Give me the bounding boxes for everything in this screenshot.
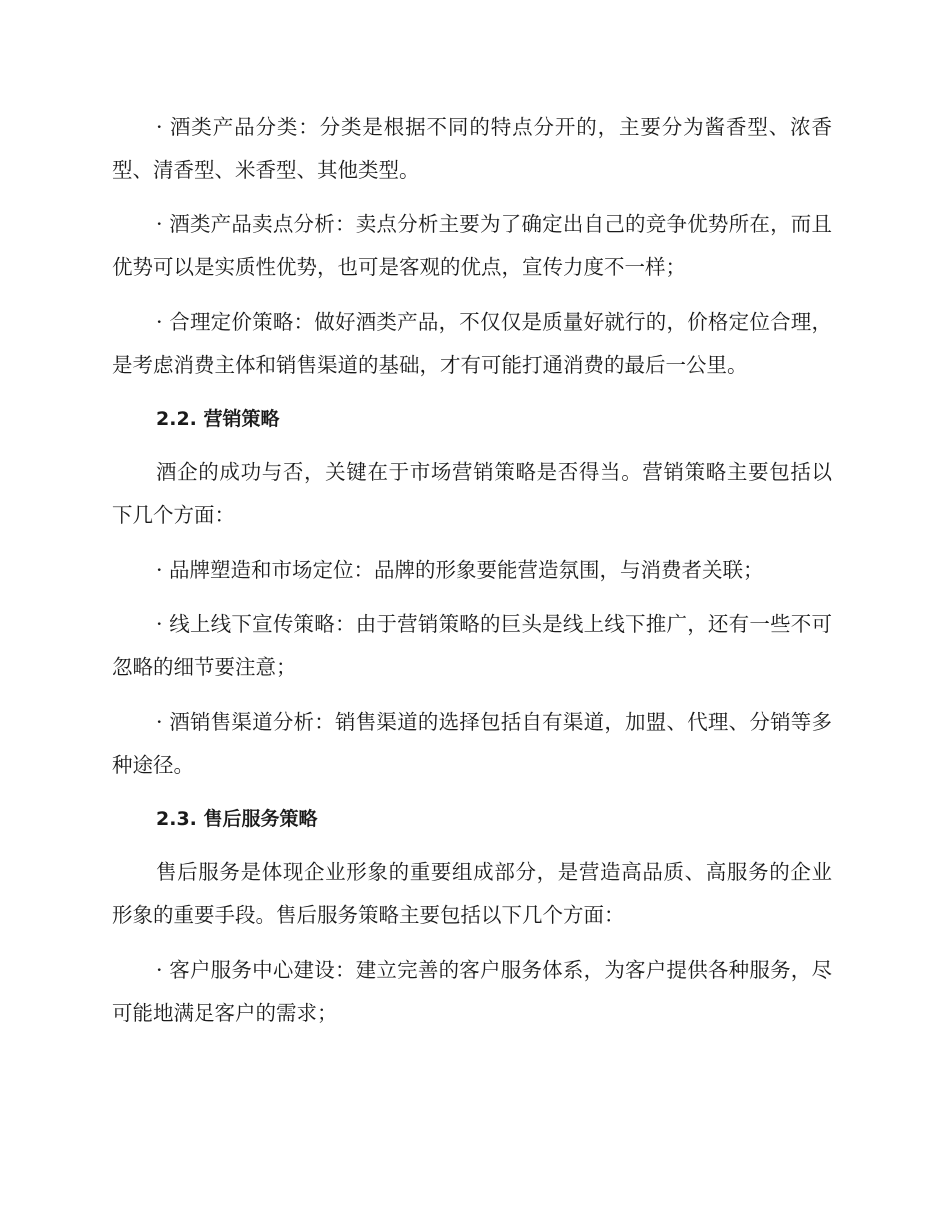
bullet-product-classification: · 酒类产品分类：分类是根据不同的特点分开的，主要分为酱香型、浓香型、清香型、米香型、其他类型。 (112, 115, 832, 182)
bullet-online-offline-promotion: · 线上线下宣传策略：由于营销策略的巨头是线上线下推广，还有一些不可忽略的细节要注意； (112, 612, 832, 679)
section-heading-marketing-strategy: 2.2. 营销策略 (156, 408, 280, 430)
bullet-customer-service-center: · 客户服务中心建设：建立完善的客户服务体系，为客户提供各种服务，尽可能地满足客户的需求； (112, 958, 832, 1025)
bullet-sales-channel-analysis: · 酒销售渠道分析：销售渠道的选择包括自有渠道，加盟、代理、分销等多种途径。 (112, 710, 832, 777)
bullet-selling-point-analysis: · 酒类产品卖点分析：卖点分析主要为了确定出自己的竞争优势所在，而且优势可以是实质性优势，也可是客观的优点，宣传力度不一样； (112, 212, 832, 279)
bullet-brand-positioning: · 品牌塑造和市场定位：品牌的形象要能营造氛围，与消费者关联； (156, 558, 764, 582)
bullet-pricing-strategy: · 合理定价策略：做好酒类产品，不仅仅是质量好就行的，价格定位合理，是考虑消费主体和销售渠道的基础，才有可能打通消费的最后一公里。 (112, 310, 832, 377)
after-sales-intro-paragraph: 售后服务是体现企业形象的重要组成部分，是营造高品质、高服务的企业形象的重要手段。售后服务策略主要包括以下几个方面： (112, 860, 832, 927)
marketing-intro-paragraph: 酒企的成功与否，关键在于市场营销策略是否得当。营销策略主要包括以下几个方面： (112, 460, 832, 527)
section-heading-after-sales-strategy: 2.3. 售后服务策略 (156, 808, 318, 830)
